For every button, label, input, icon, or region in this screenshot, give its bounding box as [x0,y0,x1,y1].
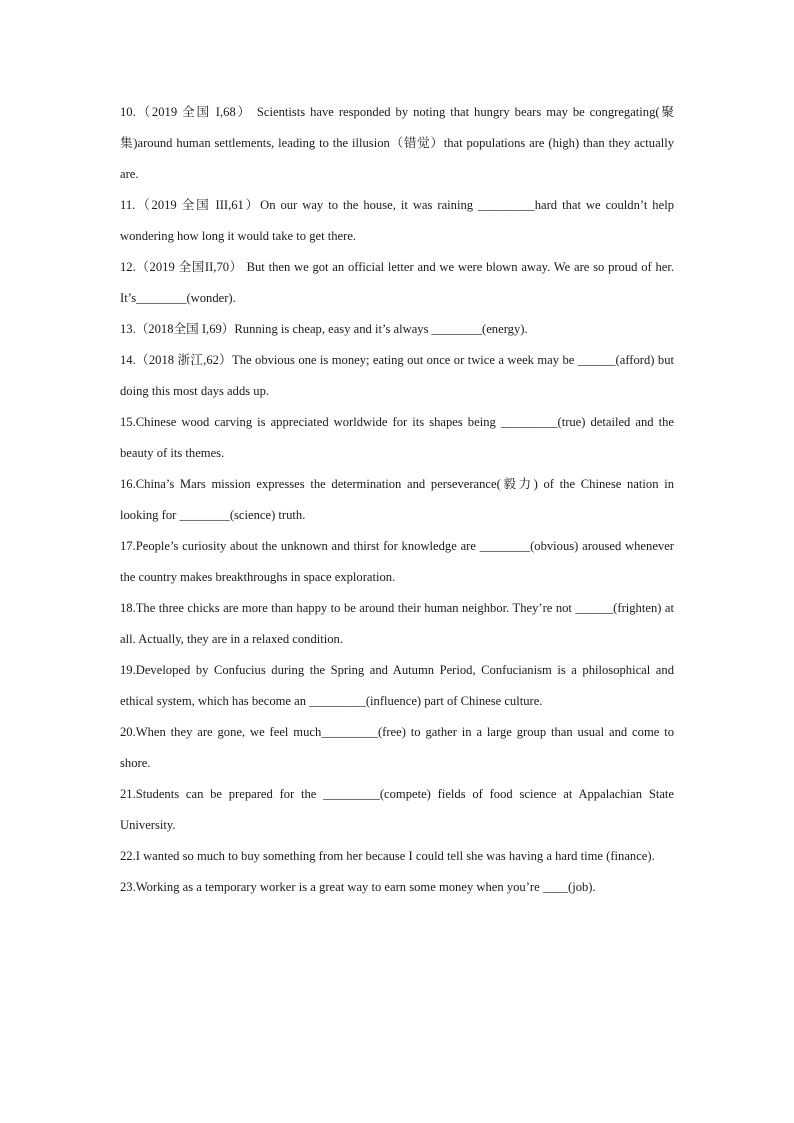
exercise-item-17: 17.People’s curiosity about the unknown and thirst for knowledge are ________(obvious) aroused whenever the country makes breakthroughs in space exploration. [120,539,674,584]
exercise-item-14: 14.（2018 浙江,62）The obvious one is money; eating out once or twice a week may be ______(afford) but doing this most days adds up. [120,353,674,398]
exercise-item-11: 11.（2019 全国 III,61）On our way to the house, it was raining _________hard that we couldn’t help wondering how long it would take to get there. [120,198,674,243]
exercise-item-21: 21.Students can be prepared for the _________(compete) fields of food science at Appalachian State University. [120,787,674,832]
exercise-item-18: 18.The three chicks are more than happy to be around their human neighbor. They’re not ______(frighten) at all. Actually, they are in a relaxed condition. [120,601,674,646]
exercise-item-23: 23.Working as a temporary worker is a great way to earn some money when you’re ____(job). [120,880,596,894]
exercise-item-19: 19.Developed by Confucius during the Spring and Autumn Period, Confucianism is a philosophical and ethical system, which has become an _________(influence) part of Chinese culture. [120,663,674,708]
exercise-item-12: 12.（2019 全国II,70） But then we got an official letter and we were blown away. We are so proud of her. It’s________(wonder). [120,260,674,305]
exercise-item-10: 10.（2019 全国 I,68） Scientists have responded by noting that hungry bears may be congregating(聚集)around human settlements, leading to the illusion（错觉）that populations are (high) than they actually are. [120,105,674,181]
exercise-item-20: 20.When they are gone, we feel much_________(free) to gather in a large group than usual and come to shore. [120,725,674,770]
exercise-item-16: 16.China’s Mars mission expresses the determination and perseverance(毅力) of the Chinese nation in looking for ________(science) truth. [120,477,674,522]
exercise-list [120,97,674,903]
exercise-item-22: 22.I wanted so much to buy something from her because I could tell she was having a hard time (finance). [120,849,655,863]
exercise-item-13: 13.（2018全国 I,69）Running is cheap, easy and it’s always ________(energy). [120,322,528,336]
exercise-item-15: 15.Chinese wood carving is appreciated worldwide for its shapes being _________(true) detailed and the beauty of its themes. [120,415,674,460]
